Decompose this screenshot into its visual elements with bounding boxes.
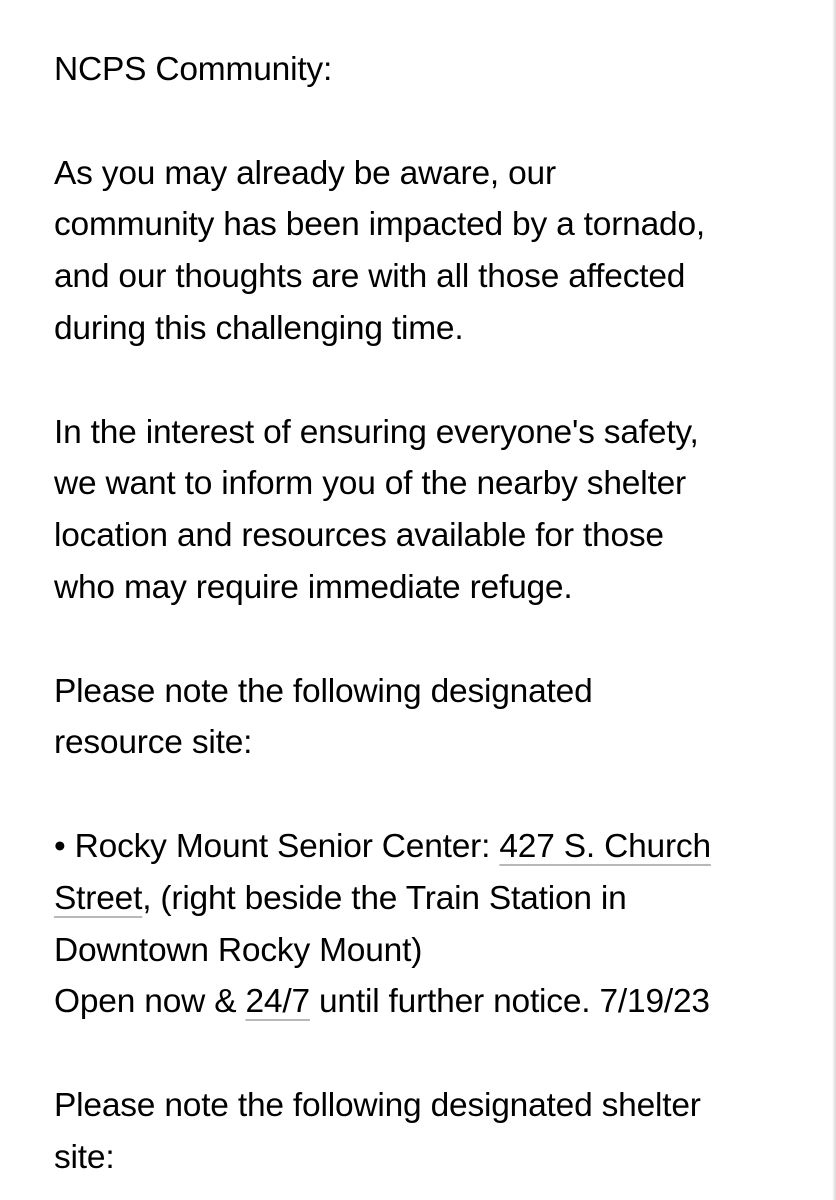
text-line: Please note the following designated shelter <box>54 1086 701 1124</box>
hours-line <box>54 976 824 1028</box>
bullet: • <box>54 827 66 865</box>
resource-site-intro-paragraph <box>54 666 824 770</box>
text-line: we want to inform you of the nearby shelter <box>54 465 686 503</box>
resource-site-line <box>54 821 824 873</box>
text-line: and our thoughts are with all those affected <box>54 258 686 296</box>
text-line: during this challenging time. <box>54 309 464 347</box>
resource-site-name: Rocky Mount Senior Center: <box>74 827 491 865</box>
text-line: Please note the following designated <box>54 672 593 710</box>
text-line: who may require immediate refuge. <box>54 568 573 606</box>
email-message-body <box>54 44 824 1184</box>
greeting: NCPS Community: <box>54 51 333 88</box>
greeting-paragraph <box>54 44 824 96</box>
text-line: location and resources available for those <box>54 517 664 555</box>
text-line: site: <box>54 1138 115 1176</box>
safety-paragraph <box>54 407 824 614</box>
tornado-impact-paragraph <box>54 148 824 355</box>
hours-prefix: Open now & <box>54 983 246 1021</box>
text-line: resource site: <box>54 724 253 762</box>
location-line: Downtown Rocky Mount) <box>54 931 423 969</box>
address-link-continued[interactable]: Street <box>54 879 143 917</box>
hours-link[interactable]: 24/7 <box>245 983 310 1021</box>
text-line: As you may already be aware, our <box>54 154 556 192</box>
shelter-site-intro-paragraph <box>54 1080 824 1184</box>
resource-site-details <box>54 821 824 1028</box>
address-note: , (right beside the Train Station in <box>142 879 627 917</box>
address-link[interactable]: 427 S. Church <box>499 827 711 865</box>
right-edge-divider <box>832 0 836 1200</box>
text-line: community has been impacted by a tornado, <box>54 206 706 244</box>
address-continuation-line <box>54 873 824 925</box>
hours-suffix: until further notice. 7/19/23 <box>309 983 710 1021</box>
text-line: In the interest of ensuring everyone's safety, <box>54 413 699 451</box>
